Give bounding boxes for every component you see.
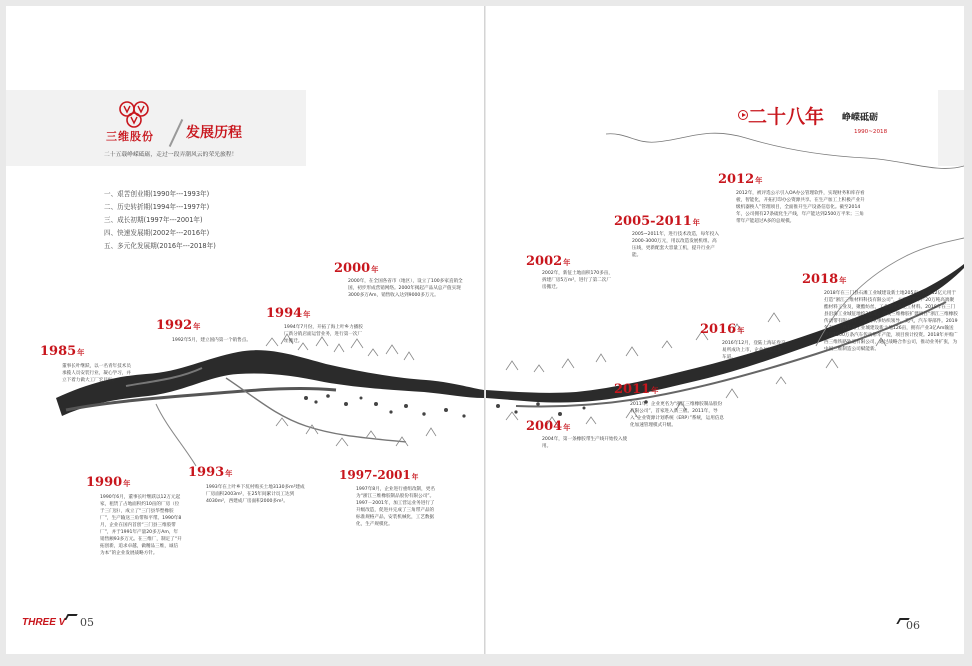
page-subtitle: 二十五载峥嵘砥砺，走过一段弄潮风云的荣光旅程！ xyxy=(104,152,238,158)
milestone-description: 2002年，新征土地面积170多亩，拆建厂房5万m²，进行了第二次厂房搬迁。 xyxy=(542,271,613,290)
page-number: 05 xyxy=(80,616,94,629)
milestone-description: 2018年在三门县石滩工业城建设新土地205亩，投资12亿元用于打造“浙江三维材料科技有限公司”，主要经营年产20万吨高端聚酯材料工业及，聚酯纺丝，工业用先进化工材料。2018年在三门县沿海工业城征地约3亿元，完成三维橡胶扩建项目“浙江三维橡胶传动带有限公司”，主要从事纺织领导、美汽，汽车零部件。2019年在三门县石滩工业城建设新土地126亩，拥有产业3亿Am输送带和1500万条汽车传动带年产能，项目预计投资。2018年并购广西三维铁路轨道有限公司，通过战略合作公司，推动业务扩张，为中国三维制造公司赋能新。 xyxy=(824,291,958,352)
phase-item: 五、多元化发展期(2016年---2018年) xyxy=(104,242,216,250)
page-number: 06 xyxy=(906,619,920,632)
milestone-year: 2004年 xyxy=(526,419,571,434)
logo-text: 三维股份 xyxy=(106,130,154,143)
milestone-description: 1993年在上叶乡下坑村购买土地3130多m²建成厂房面积2003m²，在25年间累计员工达到4030m²，西建成厂房面积2000多m²。 xyxy=(206,485,305,504)
milestone-description: 董事长叶继跃，以一名青年技术员承揽人员安装行业，凝心学习，并立下着力做大工厂宏目标。 xyxy=(62,364,131,383)
page-title: 发展历程 xyxy=(186,125,242,141)
milestone-year: 1992年 xyxy=(156,318,201,333)
milestone-year: 2018年 xyxy=(802,272,847,287)
milestone-description: 2011年，企业更名为“浙江三维橡胶制品股份有限公司”，首家进入新三板。2011年，导入“企业资源计划系统（ERP）”系统，运用信息化加速管理模式升级。 xyxy=(630,402,725,428)
headline-subtitle: 峥嵘砥砺 xyxy=(842,113,879,123)
phase-item: 四、快速发展期(2002年---2016年) xyxy=(104,229,210,237)
right-page xyxy=(486,6,964,654)
phase-item: 三、成长初期(1997年---2001年) xyxy=(104,216,203,224)
milestone-description: 1994年7月份，开拓了海上叶乡力播胶厂新分销店面运营业务，进行第一次厂址搬迁。 xyxy=(284,325,363,344)
milestone-description: 1992年5月，建立国内第一个销售点。 xyxy=(172,338,251,343)
milestone-year: 1997-2001年 xyxy=(339,468,419,482)
river-illustration-left xyxy=(6,6,484,654)
milestone-year: 2002年 xyxy=(526,254,571,269)
milestone-description: 2000年，在全国各省市（地区），设立了100多家直销全国，初步形成营销网络。2000年揭起产品从总产值实现3000多万Am，销售收入达到9000多万元。 xyxy=(348,279,463,298)
phase-item: 一、艰苦创业期(1990年---1993年) xyxy=(104,190,210,198)
milestone-year: 1993年 xyxy=(188,465,233,480)
milestone-year: 2011年 xyxy=(614,382,659,397)
milestone-description: 1990年6月，董事长叶继跃以12万元起家，租赁了占地面积约10亩的厂房（位于三门县），成立了“三门县华塑橡胶厂”，生产输送三角带和平带。1990年8月，企业在国内首创“三门县三维胶带厂”，并于1991年产量20多万Am，年销售额93多万元。在三维厂，制定了“开拓创新，追求卓越，做精品三维，诚信为本”的企业发展战略方针。 xyxy=(100,495,182,556)
milestone-year: 1985年 xyxy=(40,344,85,359)
milestone-year: 2012年 xyxy=(718,172,763,187)
milestone-description: 2005~2011年，进行技术改造，每年投入2000-3000万元，用以改造发展机组、高压线，更新配套大容量工机，提升行业产能。 xyxy=(632,232,719,258)
milestone-year: 2000年 xyxy=(334,261,379,276)
milestone-year: 2016年 xyxy=(700,322,745,337)
headline: 二十八年 xyxy=(748,106,825,128)
left-page xyxy=(6,6,485,654)
date-range: 1990~2018 xyxy=(854,129,888,135)
milestone-description: 1997年8月，企业进行重组改制，更名为“浙江三维橡胶制品股份有限公司”。1997－2001年，加工营运业务进行了升级改造，促进并完成了三角带产品的标准规格产品，安装机械化，工艺数据化，生产规模化。 xyxy=(356,487,435,527)
brand-wordmark: THREE V xyxy=(22,617,66,628)
phase-item: 二、历史转折期(1994年---1997年) xyxy=(104,203,210,211)
milestone-year: 1990年 xyxy=(86,475,131,490)
milestone-year: 1994年 xyxy=(266,306,311,321)
milestone-description: 2016年12月，登陆上海证券交易所成功上市，企业加速上快车道。 xyxy=(722,341,786,360)
milestone-year: 2005-2011年 xyxy=(614,214,700,229)
milestone-description: 2012年，被评选公示引入OA办公管理软件，实现财务和库存看板，智能化，开拓打印办公资源共享。在生产加工上积极产业升级机器换人”管理项目，全面推开生产设备信息化。截至2014年，公司拥有27条硫化生产线，年产能达到2500万平米；三角带年产能超过A多的总规模。 xyxy=(736,191,865,224)
milestone-description: 2004年，第一条橡胶带生产线开始投入使用。 xyxy=(542,437,628,449)
